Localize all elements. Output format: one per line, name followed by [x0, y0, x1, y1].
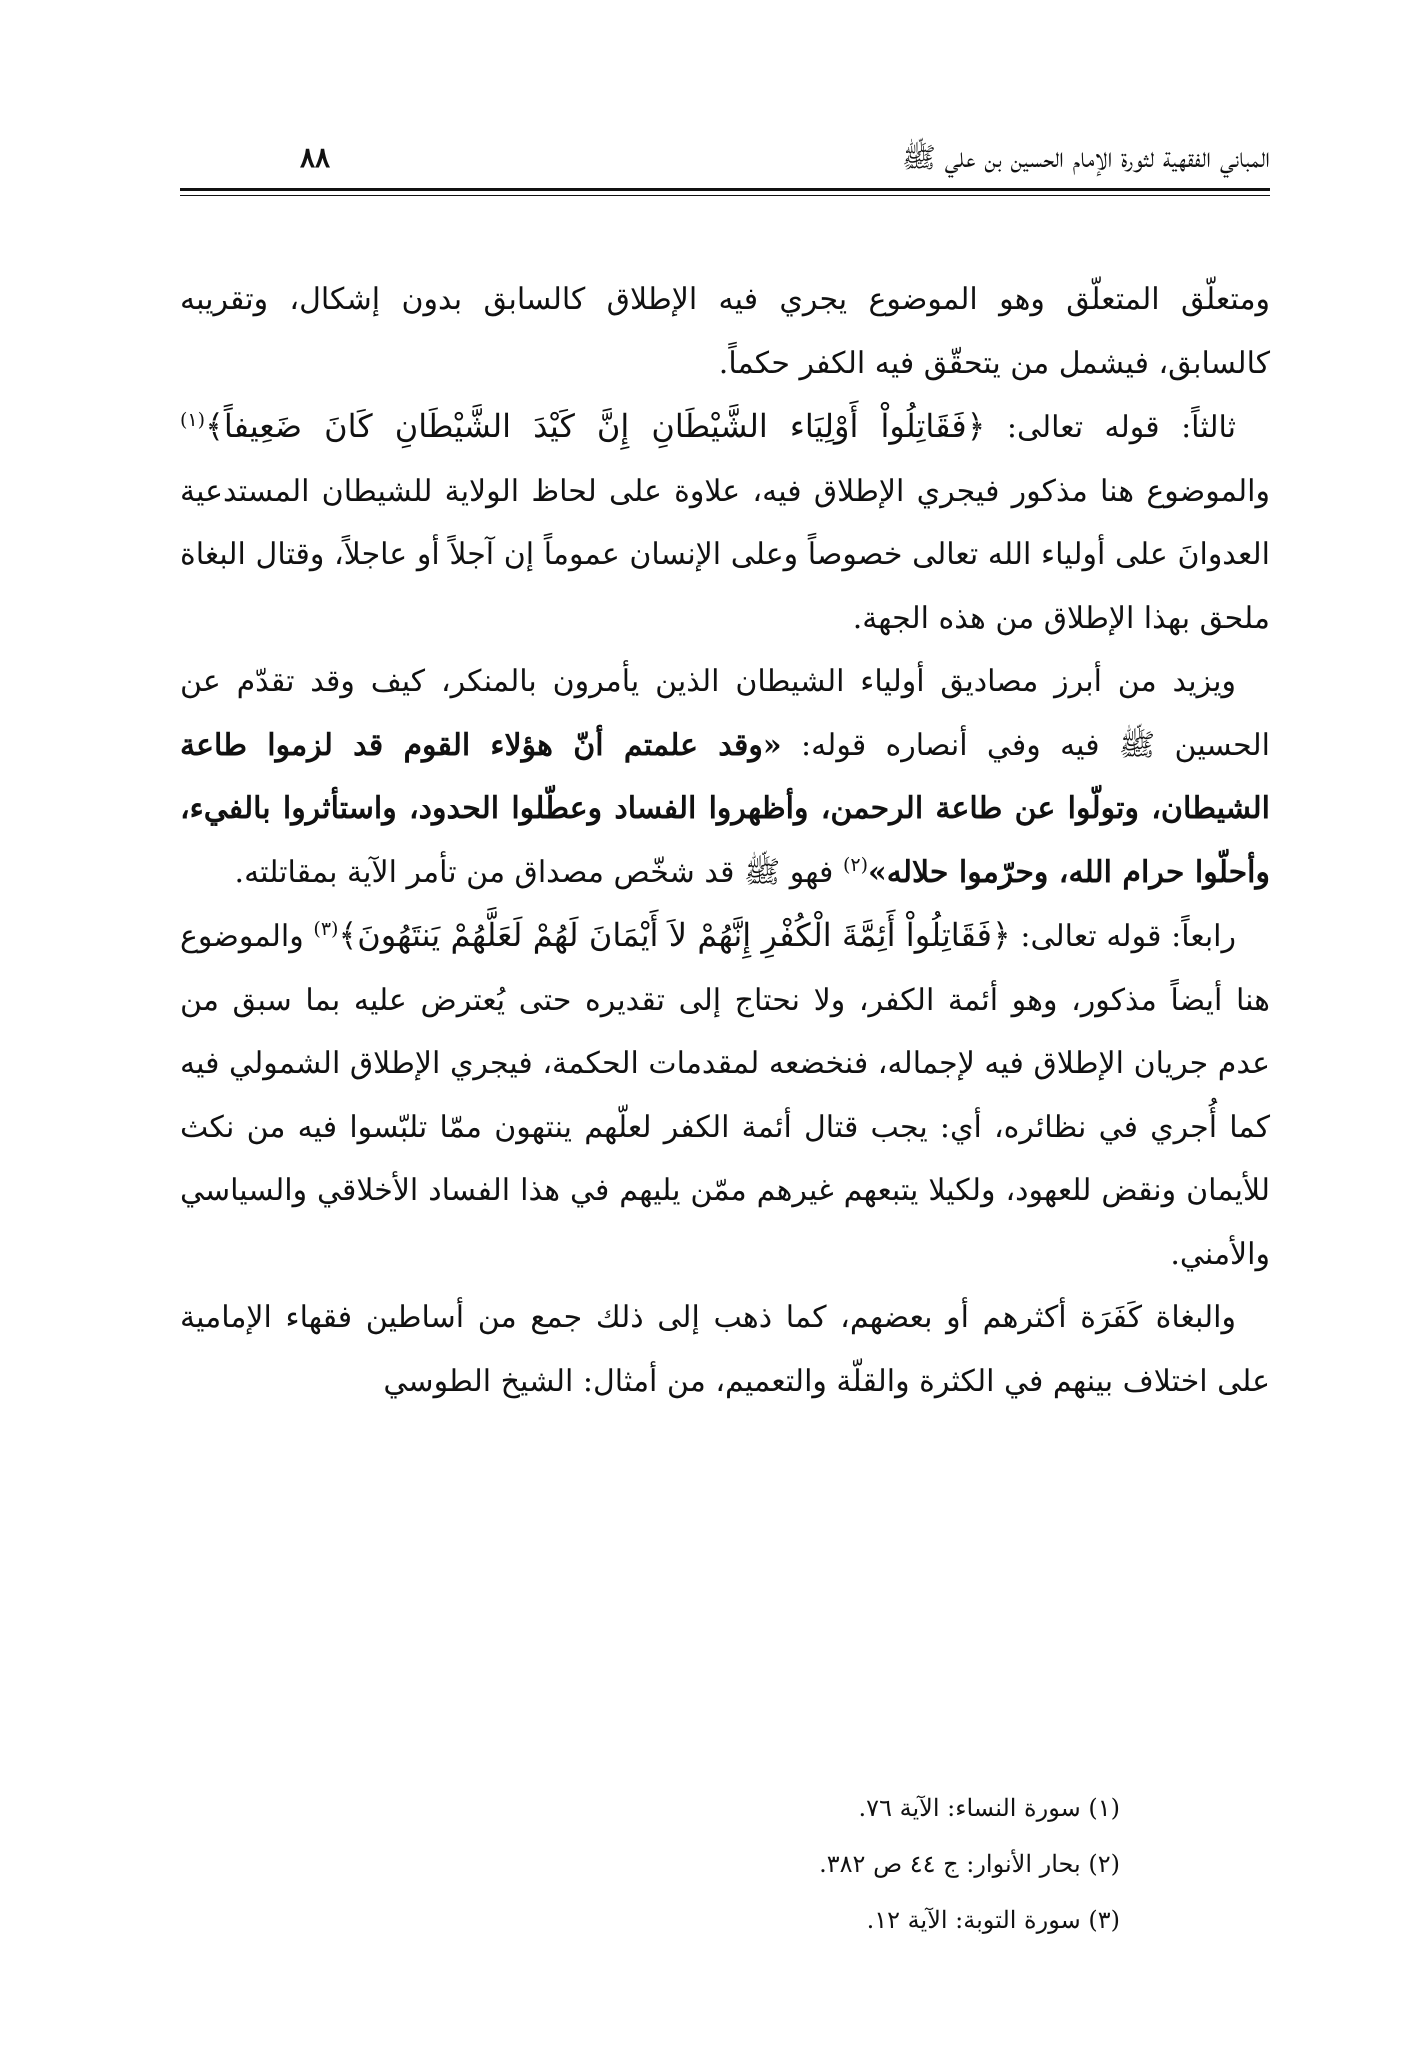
footnote-marker: (٢) [842, 853, 868, 876]
hadith-quote: «وقد علمتم أنّ هؤلاء القوم قد لزموا طاعة الشيطان، وتولّوا عن طاعة الرحمن، وأظهروا الفساد وعطّلوا الحدود، واستأثروا بالفيء، وأحلّوا حرام الله، وحرّموا حلاله» [180, 727, 1270, 890]
body-text [180, 268, 1270, 1413]
paragraph-text: والبغاة كَفَرَة أكثرهم أو بعضهم، كما ذهب إلى ذلك جمع من أساطين فقهاء الإمامية على اختلاف بينهم في الكثرة والقلّة والتعميم، من أمثال: الشيخ الطوسي [180, 1300, 1270, 1399]
quran-verse: ﴿فَقَاتِلُواْ أَوْلِيَاء الشَّيْطَانِ إِنَّ كَيْدَ الشَّيْطَانِ كَانَ ضَعِيفاً﴾ [205, 407, 986, 445]
header-title: المباني الفقهية لثورة الإمام الحسين بن علي ﷺ [901, 141, 1270, 174]
footnote-marker: (١) [180, 409, 206, 431]
paragraph-p1 [180, 268, 1270, 395]
paragraph-text: ويزيد من أبرز مصاديق أولياء الشيطان الذين يأمرون بالمنكر، كيف وقد تقدّم عن الحسين ﷺ فيه وفي أنصاره قوله: [180, 664, 1270, 763]
paragraph-p5 [180, 1286, 1270, 1413]
page-number: ٨٨ [300, 141, 331, 174]
footnote-3: (٣) سورة التوبة: الآية ١٢. [866, 1906, 1120, 1934]
paragraph-p4 [180, 904, 1270, 1286]
footnote-marker: (٣) [313, 918, 339, 940]
running-header [180, 138, 1270, 184]
footnote-1: (١) سورة النساء: الآية ٧٦. [858, 1794, 1120, 1822]
paragraph-p2 [180, 395, 1270, 650]
header-rule-thin [180, 195, 1270, 196]
footnotes [180, 1780, 1270, 1948]
paragraph-text: رابعاً: قوله تعالى: [1010, 919, 1237, 954]
paragraph-text: ثالثاً: قوله تعالى: [985, 410, 1237, 445]
paragraph-text: والموضوع هنا مذكور فيجري الإطلاق فيه، علاوة على لحاظ الولاية للشيطان المستدعية العدوانَ على أولياء الله تعالى خصوصاً وعلى الإنسان عموماً إن آجلاً أو عاجلاً، وقتال البغاة ملحق بهذا الإطلاق من هذه الجهة. [180, 473, 1270, 636]
paragraph-text: فهو ﷺ قد شخّص مصداق من تأمر الآية بمقاتلته. [234, 854, 843, 890]
paragraph-text: ومتعلّق المتعلّق وهو الموضوع يجري فيه الإطلاق كالسابق بدون إشكال، وتقريبه كالسابق، فيشمل من يتحقّق فيه الكفر حكماً. [180, 282, 1270, 381]
footnote-2: (٢) بحار الأنوار: ج ٤٤ ص ٣٨٢. [819, 1850, 1120, 1878]
header-rule-thick [180, 188, 1270, 191]
quran-verse: ﴿فَقَاتِلُواْ أَئِمَّةَ الْكُفْرِ إِنَّهُمْ لاَ أَيْمَانَ لَهُمْ لَعَلَّهُمْ يَنتَهُونَ﴾ [338, 916, 1011, 954]
paragraph-text: والموضوع هنا أيضاً مذكور، وهو أئمة الكفر، ولا نحتاج إلى تقديره حتى يُعترض عليه بما سبق من عدم جريان الإطلاق فيه لإجماله، فنخضعه لمقدمات الحكمة، فيجري الإطلاق الشمولي فيه كما أُجري في نظائره، أي: يجب قتال أئمة الكفر لعلّهم ينتهون ممّا تلبّسوا فيه من نكث للأيمان ونقض للعهود، ولكيلا يتبعهم غيرهم ممّن يليهم في هذا الفساد الأخلاقي والسياسي والأمني. [180, 919, 1270, 1272]
paragraph-p3 [180, 650, 1270, 904]
